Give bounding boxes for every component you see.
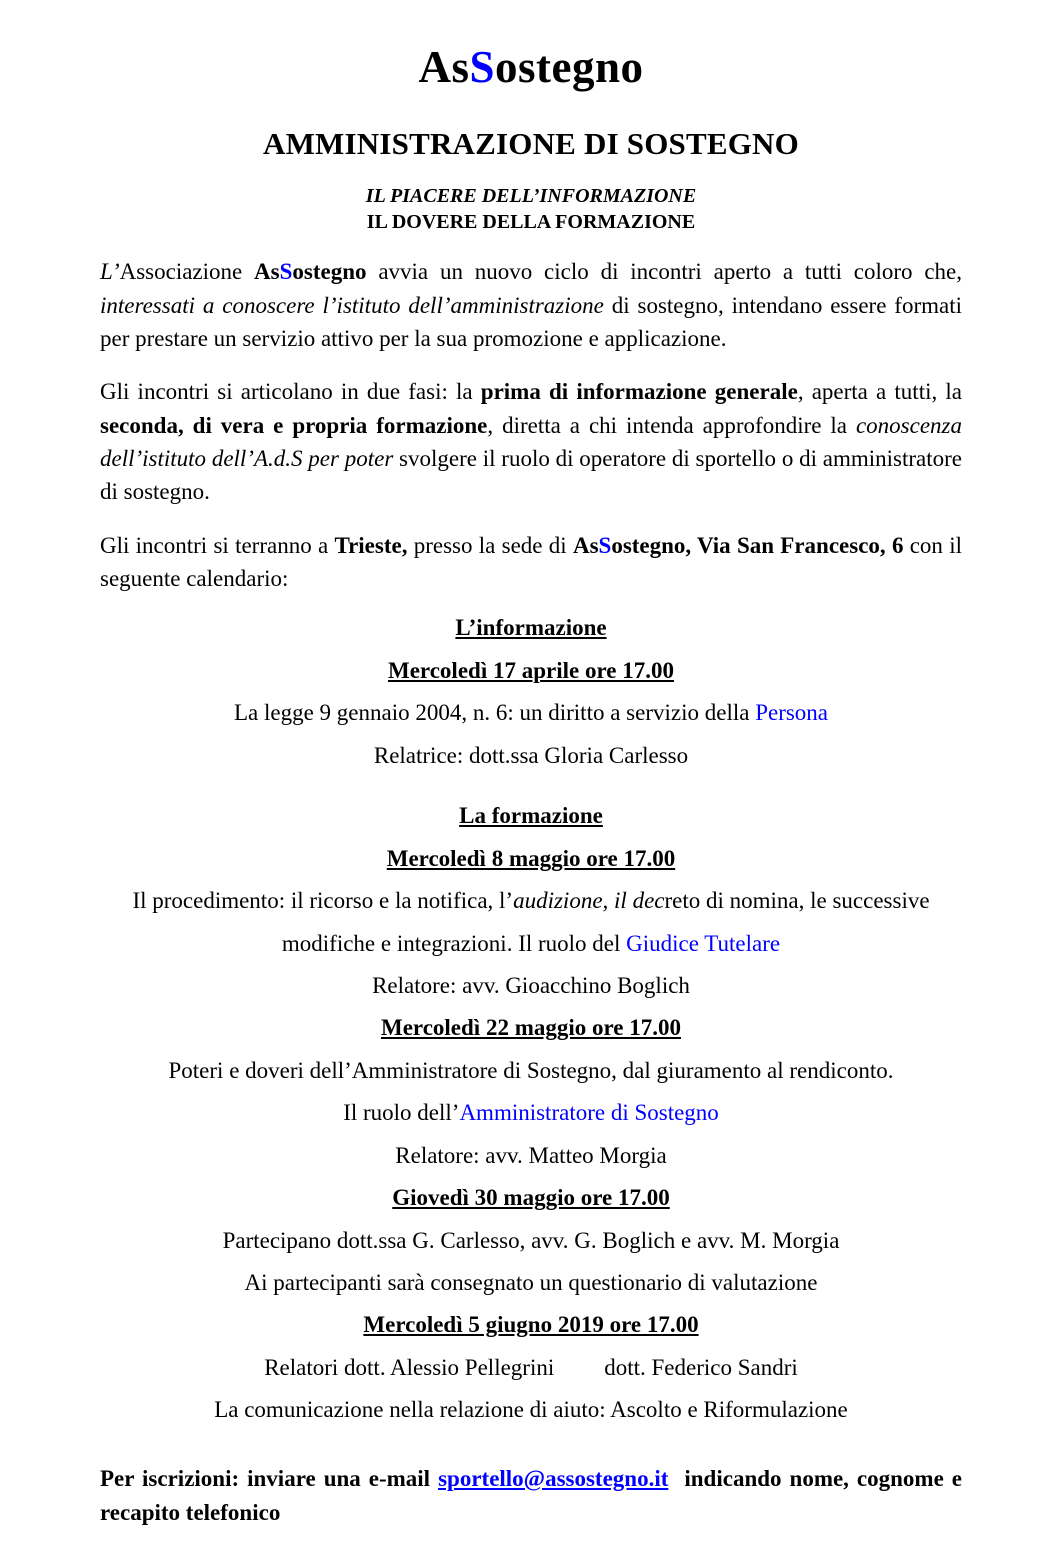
event-topic-legge xyxy=(100,700,962,726)
text-segment: con il seguente calendario: xyxy=(100,532,962,592)
title-accent-letter: S xyxy=(469,42,496,92)
section-heading-formazione xyxy=(100,803,962,829)
text-segment: L’informazione xyxy=(455,615,607,641)
intro-paragraph xyxy=(100,255,962,355)
text-segment: La formazione xyxy=(459,803,603,829)
event-topic-procedimento-1 xyxy=(100,888,962,914)
text-segment: dott. Federico Sandri xyxy=(604,1354,798,1380)
event-date-22-maggio xyxy=(100,1015,962,1041)
text-segment: Trieste, xyxy=(334,532,408,558)
page-title xyxy=(100,42,962,94)
event-topic-questionario xyxy=(100,1270,962,1296)
text-segment: presso la sede di xyxy=(407,532,573,558)
text-segment: Poteri e doveri dell’Amministratore di Sostegno, dal giuramento al rendiconto. xyxy=(168,1057,894,1083)
speakers-pellegrini-sandri xyxy=(100,1355,962,1381)
event-topic-comunicazione xyxy=(100,1397,962,1423)
document-body xyxy=(100,255,962,1530)
text-segment: Amministratore di Sostegno xyxy=(459,1100,719,1126)
text-segment: conoscenza dell’istituto dell’A.d.S per poter xyxy=(100,412,962,472)
text-segment: audizione, il dec xyxy=(513,888,665,914)
text-segment: seconda, di vera e propria formazione xyxy=(100,412,488,438)
text-segment: Mercoledì 8 maggio ore 17.00 xyxy=(386,845,676,871)
text-segment: Gli incontri si articolano in due fasi: la xyxy=(100,379,481,405)
title-part-2: ostegno xyxy=(495,42,644,92)
text-segment: Relatore: avv. Gioacchino Boglich xyxy=(372,972,690,998)
text-segment: S xyxy=(598,532,612,558)
event-topic-ruolo xyxy=(100,1100,962,1126)
section-heading-informazione xyxy=(100,615,962,641)
speaker-morgia xyxy=(100,1143,962,1169)
text-segment: Il ruolo dell’ xyxy=(343,1100,460,1126)
text-segment: La legge 9 gennaio 2004, n. 6: un diritto a servizio della xyxy=(233,700,756,726)
tagline-informazione: IL PIACERE DELL’INFORMAZIONE xyxy=(365,185,697,208)
venue-paragraph xyxy=(100,529,962,596)
text-segment: Relatore: avv. Matteo Morgia xyxy=(395,1142,667,1168)
text-segment: Ai partecipanti sarà consegnato un questionario di valutazione xyxy=(244,1270,818,1296)
event-date-8-maggio xyxy=(100,846,962,872)
text-segment: , aperta a tutti, la xyxy=(797,379,962,405)
text-segment: As xyxy=(572,532,599,558)
text-segment: Mercoledì 22 maggio ore 17.00 xyxy=(381,1015,681,1041)
text-segment: Partecipano dott.ssa G. Carlesso, avv. G. Boglich e avv. M. Morgia xyxy=(222,1227,840,1253)
event-date-30-maggio xyxy=(100,1185,962,1211)
text-segment: Mercoledì 5 giugno 2019 ore 17.00 xyxy=(363,1312,699,1338)
text-segment: As xyxy=(254,259,280,285)
text-segment: Mercoledì 17 aprile ore 17.00 xyxy=(388,657,674,683)
title-part-1: As xyxy=(418,42,470,92)
section-gap xyxy=(100,785,962,803)
text-segment: interessati a conoscere l’istituto dell’amministrazione xyxy=(100,292,604,318)
text-segment: Relatori dott. Alessio Pellegrini xyxy=(264,1354,555,1380)
registration-line-1 xyxy=(100,1462,962,1497)
speaker-boglich xyxy=(100,973,962,999)
event-date-17-aprile xyxy=(100,658,962,684)
text-segment: Relatrice: dott.ssa Gloria Carlesso xyxy=(373,742,689,768)
event-topic-procedimento-2 xyxy=(100,931,962,957)
text-segment: reto di nomina, le successive xyxy=(664,888,930,914)
text-segment: , diretta a chi intenda approfondire la xyxy=(487,412,856,438)
event-date-5-giugno xyxy=(100,1312,962,1338)
text-segment: L’ xyxy=(100,259,120,285)
event-topic-partecipano xyxy=(100,1228,962,1254)
text-segment: Giudice Tutelare xyxy=(626,930,781,956)
tagline-formazione: IL DOVERE DELLA FORMAZIONE xyxy=(366,211,696,234)
text-segment: S xyxy=(279,259,293,285)
text-segment: Associazione xyxy=(119,259,255,285)
text-segment: ostegno, Via San Francesco, 6 xyxy=(611,532,904,558)
text-segment: Giovedì 30 maggio ore 17.00 xyxy=(392,1185,670,1211)
document-subtitle: AMMINISTRAZIONE DI SOSTEGNO xyxy=(263,125,799,161)
text-segment: modifiche e integrazioni. Il ruolo del xyxy=(281,930,627,956)
text-segment: Il procedimento: il ricorso e la notifica, l’ xyxy=(132,888,514,914)
registration-line-2 xyxy=(100,1496,962,1531)
speaker-carlesso xyxy=(100,743,962,769)
text-segment: Persona xyxy=(755,700,829,726)
text-segment: Per iscrizioni: inviare una e-mail xyxy=(100,1465,439,1491)
text-segment: recapito telefonico xyxy=(100,1500,281,1526)
text-segment: La comunicazione nella relazione di aiuto: Ascolto e Riformulazione xyxy=(214,1397,848,1423)
text-segment: prima di informazione generale xyxy=(480,379,798,405)
email-link[interactable]: sportello@assostegno.it xyxy=(438,1465,669,1491)
text-segment: indicando nome, cognome e xyxy=(668,1465,962,1491)
text-segment: Gli incontri si terranno a xyxy=(100,532,335,558)
phases-paragraph xyxy=(100,375,962,508)
event-topic-poteri xyxy=(100,1058,962,1084)
footer-gap xyxy=(100,1440,962,1462)
text-segment: svolgere il ruolo di operatore di sportello o di amministratore di sostegno. xyxy=(100,446,962,505)
text-segment: di sostegno, intendano essere formati per prestare un servizio attivo per la sua promozione e applicazione. xyxy=(100,292,962,352)
text-segment: ostegno xyxy=(292,259,367,285)
text-segment: avvia un nuovo ciclo di incontri aperto a tutti coloro che, xyxy=(366,259,962,285)
